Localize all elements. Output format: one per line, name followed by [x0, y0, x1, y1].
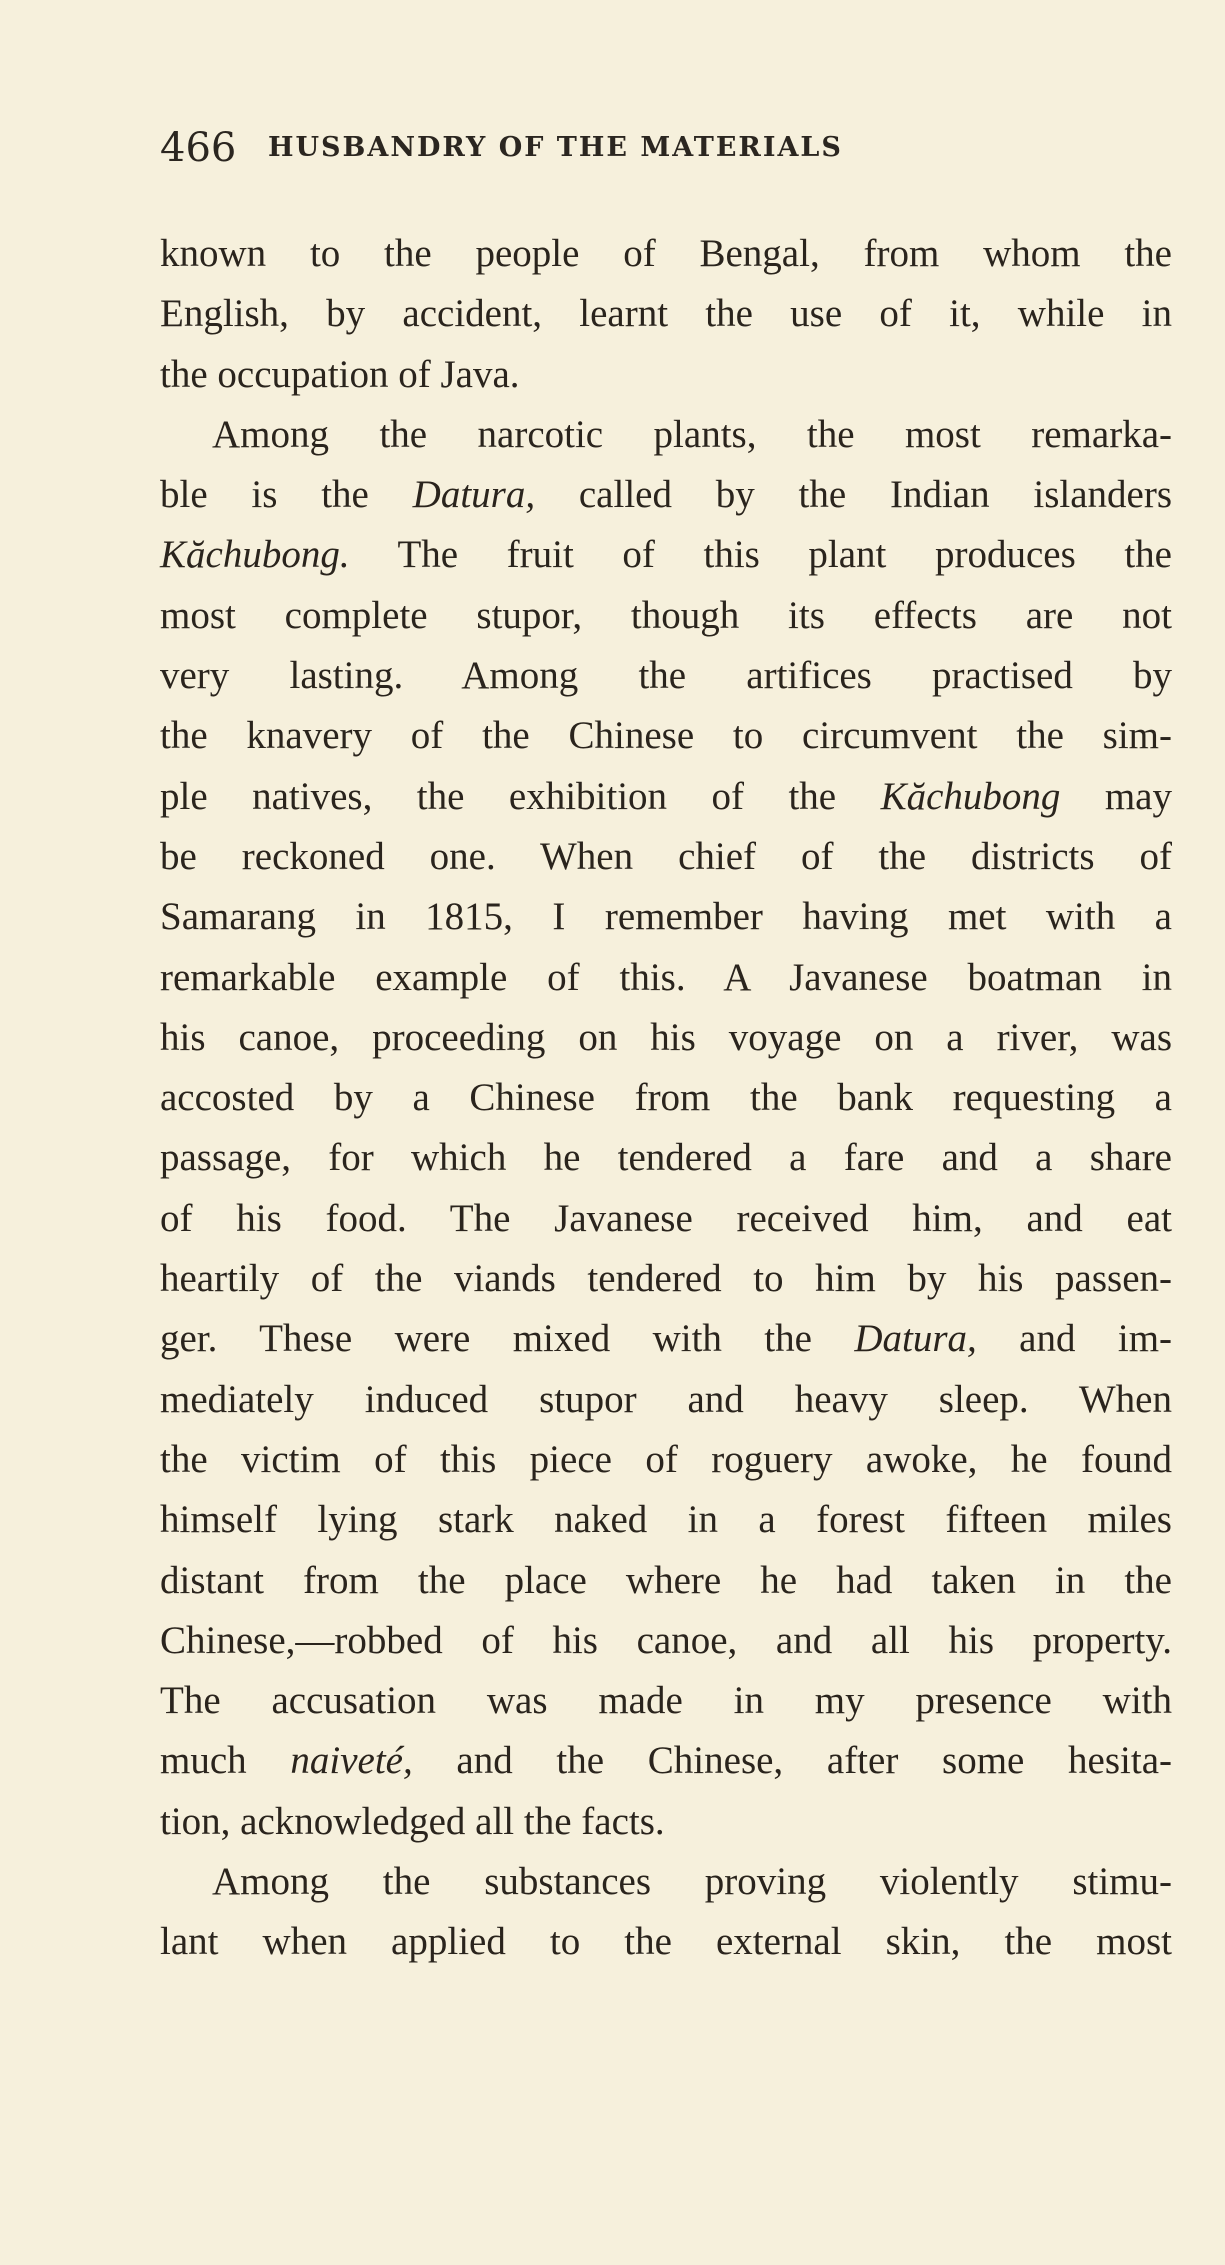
- text-line: tion, acknowledged all the facts.: [160, 1799, 665, 1843]
- text-line: mediately induced stupor and heavy sleep. When: [160, 1377, 1172, 1421]
- text-line: lant when applied to the external skin, the most: [160, 1920, 1172, 1964]
- text-line: [160, 767, 1172, 827]
- line-text: and the Chinese, after some hesita-: [412, 1739, 1172, 1783]
- text-line: the knavery of the Chinese to circumvent the sim-: [160, 714, 1172, 758]
- text-line: Samarang in 1815, I remember having met with a: [160, 895, 1172, 939]
- line-text: much: [160, 1739, 291, 1783]
- line-text: Among the narcotic plants, the most remarka-: [212, 412, 1172, 456]
- text-line: [160, 465, 1172, 525]
- italic-term: Datura,: [854, 1317, 977, 1361]
- text-line: remarkable example of this. A Javanese boatman in: [160, 955, 1172, 999]
- running-head: HUSBANDRY OF THE MATERIALS: [268, 132, 843, 163]
- text-line: most complete stupor, though its effects are not: [160, 593, 1172, 637]
- text-line: English, by accident, learnt the use of it, while in: [160, 292, 1172, 336]
- text-line: distant from the place where he had taken in the: [160, 1558, 1172, 1602]
- text-line: [160, 1309, 1172, 1369]
- text-line: of his food. The Javanese received him, and eat: [160, 1196, 1172, 1240]
- text-line: The accusation was made in my presence with: [160, 1679, 1172, 1723]
- line-text: and im-: [976, 1317, 1173, 1361]
- text-line: known to the people of Bengal, from whom the: [160, 232, 1172, 275]
- text-line: [160, 1731, 1172, 1791]
- text-line: [160, 525, 1172, 585]
- line-text: called by the Indian islanders: [535, 473, 1173, 517]
- text-line: the occupation of Java.: [160, 352, 520, 396]
- text-line: himself lying stark naked in a forest fifteen miles: [160, 1498, 1172, 1542]
- text-line: be reckoned one. When chief of the districts of: [160, 834, 1172, 878]
- line-text: ger. These were mixed with the: [160, 1317, 855, 1361]
- italic-term: naiveté,: [290, 1739, 413, 1783]
- line-text: ple natives, the exhibition of the: [160, 774, 881, 818]
- page-header: [160, 118, 1100, 178]
- text-line: very lasting. Among the artifices practised by: [160, 654, 1172, 698]
- line-text: ble is the: [160, 473, 413, 517]
- text-line: accosted by a Chinese from the bank requesting a: [160, 1076, 1172, 1120]
- italic-term: Datura,: [412, 473, 536, 517]
- page-number: 466: [160, 125, 237, 171]
- text-line: Among the substances proving violently stimu-: [212, 1860, 1172, 1904]
- text-line: passage, for which he tendered a fare and a share: [160, 1136, 1172, 1180]
- line-text: may: [1060, 774, 1172, 818]
- body-text: [160, 224, 1172, 1973]
- italic-term: Kăchubong.: [160, 533, 350, 577]
- text-line: the victim of this piece of roguery awoke, he found: [160, 1437, 1172, 1481]
- text-line: his canoe, proceeding on his voyage on a river, was: [160, 1015, 1172, 1059]
- italic-term: Kăchubong: [880, 774, 1061, 818]
- text-line: Chinese,—robbed of his canoe, and all his property.: [160, 1618, 1172, 1662]
- text-line: [160, 405, 1172, 465]
- line-text: The fruit of this plant produces the: [349, 533, 1172, 577]
- text-line: heartily of the viands tendered to him by his passen-: [160, 1257, 1172, 1301]
